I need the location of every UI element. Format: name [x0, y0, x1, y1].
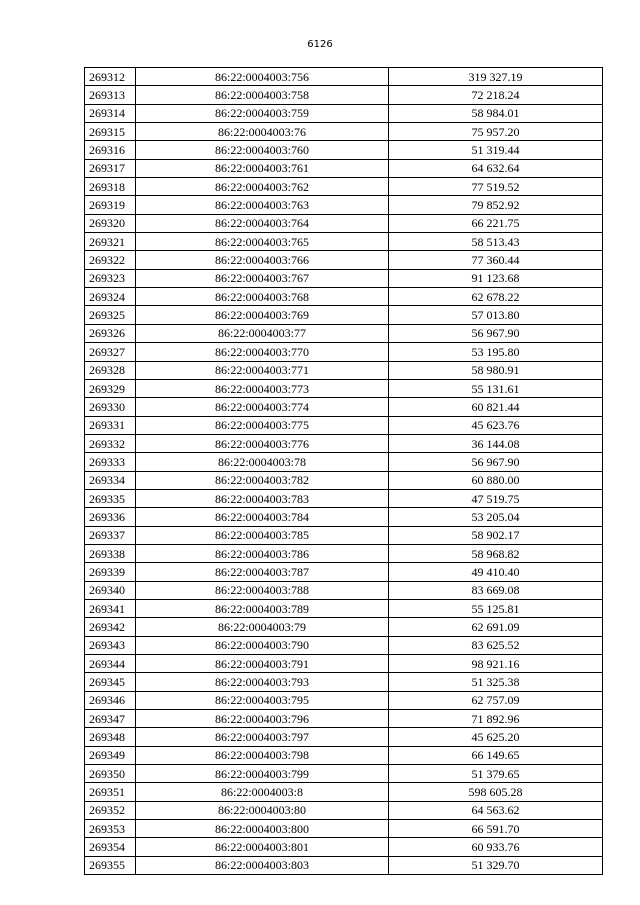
table-row [85, 655, 603, 673]
cadastral-number-cell: 86:22:0004003:773 [136, 379, 389, 397]
cadastral-number-cell: 86:22:0004003:784 [136, 508, 389, 526]
value-cell: 64 632.64 [389, 159, 603, 177]
cadastral-number-cell: 86:22:0004003:801 [136, 838, 389, 856]
value-cell: 58 980.91 [389, 361, 603, 379]
cadastral-value-table [84, 67, 603, 875]
row-number-cell: 269329 [85, 379, 136, 397]
row-number-cell: 269312 [85, 68, 136, 86]
row-number-cell: 269330 [85, 398, 136, 416]
row-number-cell: 269327 [85, 343, 136, 361]
table-row [85, 563, 603, 581]
row-number-cell: 269319 [85, 196, 136, 214]
cadastral-number-cell: 86:22:0004003:762 [136, 178, 389, 196]
table-row [85, 783, 603, 801]
cadastral-number-cell: 86:22:0004003:759 [136, 104, 389, 122]
table-row [85, 820, 603, 838]
table-row [85, 196, 603, 214]
row-number-cell: 269315 [85, 123, 136, 141]
row-number-cell: 269314 [85, 104, 136, 122]
table-row [85, 86, 603, 104]
row-number-cell: 269343 [85, 636, 136, 654]
row-number-cell: 269326 [85, 324, 136, 342]
cadastral-number-cell: 86:22:0004003:763 [136, 196, 389, 214]
row-number-cell: 269339 [85, 563, 136, 581]
table-row [85, 379, 603, 397]
table-row [85, 838, 603, 856]
cadastral-number-cell: 86:22:0004003:797 [136, 728, 389, 746]
value-cell: 77 360.44 [389, 251, 603, 269]
table-row [85, 453, 603, 471]
cadastral-number-cell: 86:22:0004003:756 [136, 68, 389, 86]
cadastral-number-cell: 86:22:0004003:803 [136, 856, 389, 874]
table-row [85, 728, 603, 746]
table-row [85, 489, 603, 507]
table-row [85, 691, 603, 709]
row-number-cell: 269355 [85, 856, 136, 874]
value-cell: 60 880.00 [389, 471, 603, 489]
row-number-cell: 269340 [85, 581, 136, 599]
row-number-cell: 269338 [85, 544, 136, 562]
row-number-cell: 269333 [85, 453, 136, 471]
cadastral-number-cell: 86:22:0004003:793 [136, 673, 389, 691]
row-number-cell: 269318 [85, 178, 136, 196]
value-cell: 47 519.75 [389, 489, 603, 507]
table-row [85, 324, 603, 342]
table-body [85, 68, 603, 875]
cadastral-number-cell: 86:22:0004003:789 [136, 599, 389, 617]
row-number-cell: 269346 [85, 691, 136, 709]
value-cell: 58 513.43 [389, 233, 603, 251]
value-cell: 62 757.09 [389, 691, 603, 709]
cadastral-number-cell: 86:22:0004003:798 [136, 746, 389, 764]
row-number-cell: 269354 [85, 838, 136, 856]
cadastral-number-cell: 86:22:0004003:783 [136, 489, 389, 507]
table-row [85, 306, 603, 324]
row-number-cell: 269317 [85, 159, 136, 177]
value-cell: 36 144.08 [389, 434, 603, 452]
cadastral-number-cell: 86:22:0004003:76 [136, 123, 389, 141]
value-cell: 60 821.44 [389, 398, 603, 416]
table-row [85, 710, 603, 728]
cadastral-number-cell: 86:22:0004003:767 [136, 269, 389, 287]
value-cell: 62 691.09 [389, 618, 603, 636]
table-row [85, 214, 603, 232]
page-number: 6126 [307, 39, 333, 50]
value-cell: 57 013.80 [389, 306, 603, 324]
value-cell: 83 669.08 [389, 581, 603, 599]
value-cell: 64 563.62 [389, 801, 603, 819]
table-row [85, 141, 603, 159]
cadastral-number-cell: 86:22:0004003:79 [136, 618, 389, 636]
table-row [85, 599, 603, 617]
value-cell: 71 892.96 [389, 710, 603, 728]
value-cell: 598 605.28 [389, 783, 603, 801]
value-cell: 53 195.80 [389, 343, 603, 361]
table-row [85, 673, 603, 691]
value-cell: 77 519.52 [389, 178, 603, 196]
table-row [85, 765, 603, 783]
cadastral-number-cell: 86:22:0004003:758 [136, 86, 389, 104]
value-cell: 75 957.20 [389, 123, 603, 141]
cadastral-number-cell: 86:22:0004003:775 [136, 416, 389, 434]
table-row [85, 746, 603, 764]
cadastral-number-cell: 86:22:0004003:786 [136, 544, 389, 562]
row-number-cell: 269334 [85, 471, 136, 489]
table-row [85, 581, 603, 599]
row-number-cell: 269345 [85, 673, 136, 691]
cadastral-number-cell: 86:22:0004003:8 [136, 783, 389, 801]
cadastral-number-cell: 86:22:0004003:766 [136, 251, 389, 269]
cadastral-number-cell: 86:22:0004003:791 [136, 655, 389, 673]
value-cell: 49 410.40 [389, 563, 603, 581]
table-row [85, 343, 603, 361]
table-row [85, 618, 603, 636]
row-number-cell: 269347 [85, 710, 136, 728]
cadastral-number-cell: 86:22:0004003:771 [136, 361, 389, 379]
cadastral-number-cell: 86:22:0004003:800 [136, 820, 389, 838]
value-cell: 98 921.16 [389, 655, 603, 673]
value-cell: 58 984.01 [389, 104, 603, 122]
table-row [85, 526, 603, 544]
cadastral-number-cell: 86:22:0004003:774 [136, 398, 389, 416]
row-number-cell: 269323 [85, 269, 136, 287]
table-row [85, 288, 603, 306]
cadastral-number-cell: 86:22:0004003:796 [136, 710, 389, 728]
value-cell: 51 319.44 [389, 141, 603, 159]
value-cell: 66 149.65 [389, 746, 603, 764]
cadastral-number-cell: 86:22:0004003:799 [136, 765, 389, 783]
value-cell: 58 968.82 [389, 544, 603, 562]
value-cell: 66 221.75 [389, 214, 603, 232]
row-number-cell: 269352 [85, 801, 136, 819]
table-row [85, 159, 603, 177]
cadastral-number-cell: 86:22:0004003:764 [136, 214, 389, 232]
row-number-cell: 269335 [85, 489, 136, 507]
table-row [85, 178, 603, 196]
row-number-cell: 269325 [85, 306, 136, 324]
cadastral-number-cell: 86:22:0004003:787 [136, 563, 389, 581]
table-row [85, 68, 603, 86]
table-row [85, 434, 603, 452]
value-cell: 83 625.52 [389, 636, 603, 654]
table-row [85, 801, 603, 819]
row-number-cell: 269351 [85, 783, 136, 801]
cadastral-number-cell: 86:22:0004003:761 [136, 159, 389, 177]
table-row [85, 471, 603, 489]
row-number-cell: 269324 [85, 288, 136, 306]
table-row [85, 104, 603, 122]
row-number-cell: 269348 [85, 728, 136, 746]
value-cell: 51 329.70 [389, 856, 603, 874]
value-cell: 51 325.38 [389, 673, 603, 691]
table-row [85, 416, 603, 434]
cadastral-number-cell: 86:22:0004003:785 [136, 526, 389, 544]
cadastral-number-cell: 86:22:0004003:769 [136, 306, 389, 324]
value-cell: 79 852.92 [389, 196, 603, 214]
value-cell: 319 327.19 [389, 68, 603, 86]
cadastral-number-cell: 86:22:0004003:776 [136, 434, 389, 452]
cadastral-number-cell: 86:22:0004003:760 [136, 141, 389, 159]
value-cell: 66 591.70 [389, 820, 603, 838]
cadastral-number-cell: 86:22:0004003:765 [136, 233, 389, 251]
row-number-cell: 269322 [85, 251, 136, 269]
row-number-cell: 269331 [85, 416, 136, 434]
row-number-cell: 269316 [85, 141, 136, 159]
cadastral-number-cell: 86:22:0004003:790 [136, 636, 389, 654]
row-number-cell: 269344 [85, 655, 136, 673]
table-row [85, 123, 603, 141]
table-row [85, 361, 603, 379]
value-cell: 56 967.90 [389, 453, 603, 471]
table-row [85, 544, 603, 562]
cadastral-number-cell: 86:22:0004003:795 [136, 691, 389, 709]
cadastral-number-cell: 86:22:0004003:768 [136, 288, 389, 306]
row-number-cell: 269337 [85, 526, 136, 544]
cadastral-number-cell: 86:22:0004003:77 [136, 324, 389, 342]
row-number-cell: 269342 [85, 618, 136, 636]
value-cell: 55 131.61 [389, 379, 603, 397]
row-number-cell: 269321 [85, 233, 136, 251]
table-row [85, 398, 603, 416]
table-row [85, 856, 603, 874]
value-cell: 51 379.65 [389, 765, 603, 783]
row-number-cell: 269349 [85, 746, 136, 764]
cadastral-number-cell: 86:22:0004003:770 [136, 343, 389, 361]
value-cell: 58 902.17 [389, 526, 603, 544]
row-number-cell: 269328 [85, 361, 136, 379]
table-row [85, 233, 603, 251]
row-number-cell: 269353 [85, 820, 136, 838]
value-cell: 56 967.90 [389, 324, 603, 342]
value-cell: 45 625.20 [389, 728, 603, 746]
value-cell: 91 123.68 [389, 269, 603, 287]
table-row [85, 508, 603, 526]
cadastral-number-cell: 86:22:0004003:788 [136, 581, 389, 599]
cadastral-number-cell: 86:22:0004003:782 [136, 471, 389, 489]
row-number-cell: 269332 [85, 434, 136, 452]
cadastral-number-cell: 86:22:0004003:80 [136, 801, 389, 819]
row-number-cell: 269320 [85, 214, 136, 232]
table-row [85, 251, 603, 269]
value-cell: 55 125.81 [389, 599, 603, 617]
value-cell: 45 623.76 [389, 416, 603, 434]
row-number-cell: 269336 [85, 508, 136, 526]
value-cell: 60 933.76 [389, 838, 603, 856]
value-cell: 72 218.24 [389, 86, 603, 104]
value-cell: 53 205.04 [389, 508, 603, 526]
cadastral-number-cell: 86:22:0004003:78 [136, 453, 389, 471]
row-number-cell: 269350 [85, 765, 136, 783]
table-row [85, 269, 603, 287]
row-number-cell: 269341 [85, 599, 136, 617]
value-cell: 62 678.22 [389, 288, 603, 306]
row-number-cell: 269313 [85, 86, 136, 104]
table-row [85, 636, 603, 654]
